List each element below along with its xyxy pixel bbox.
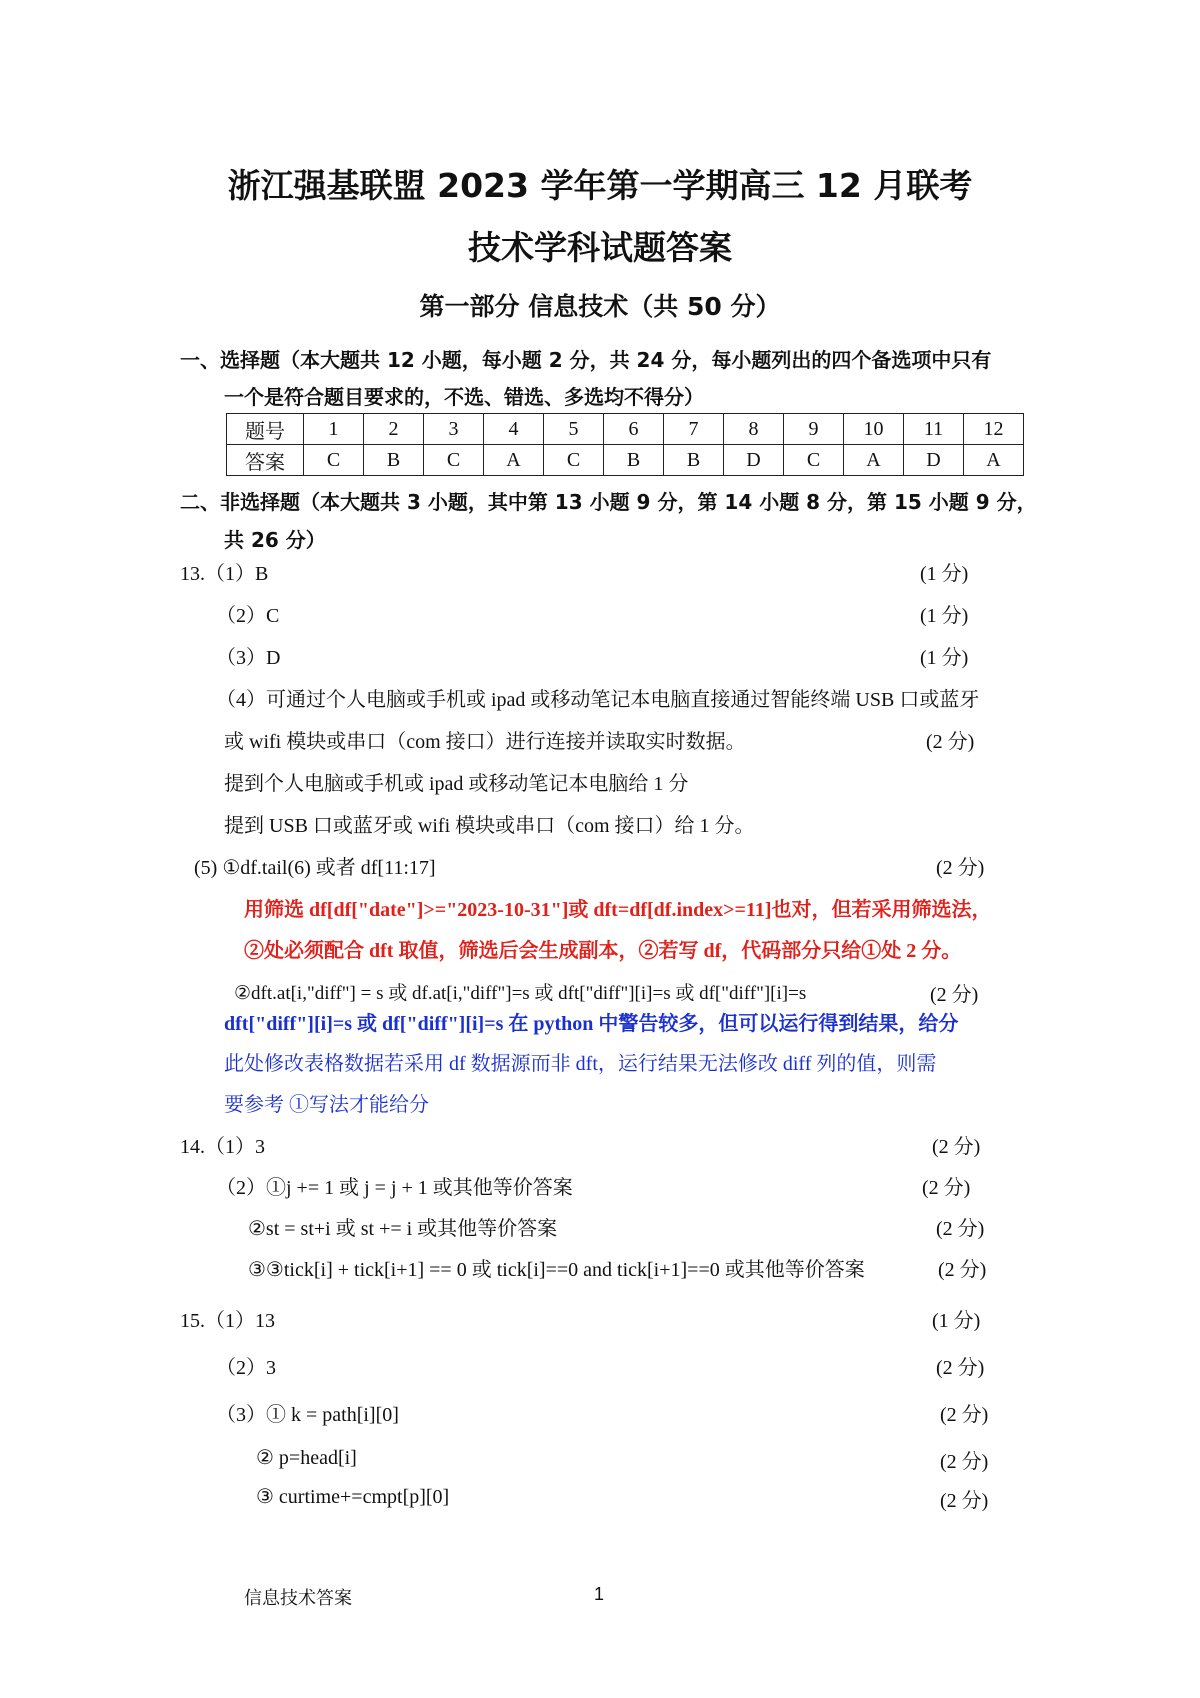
table-cell-number: 7: [664, 414, 724, 445]
table-cell-answer: A: [964, 445, 1024, 476]
page-title: 浙江强基联盟 2023 学年第一学期高三 12 月联考: [227, 166, 973, 205]
q15-part3c: ③ curtime+=cmpt[p][0]: [256, 1486, 450, 1508]
q13-part5-line1: (5) ①df.tail(6) 或者 df[11:17]: [194, 857, 436, 879]
q14-part2a: （2）①j += 1 或 j = j + 1 或其他等价答案: [216, 1177, 573, 1199]
q15-part3b-points: (2 分): [940, 1451, 989, 1473]
q13-part5-points1: (2 分): [936, 857, 985, 879]
table-cell-answer: B: [664, 445, 724, 476]
table-cell-number: 4: [484, 414, 544, 445]
section1-heading-line1: 一、选择题（本大题共 12 小题，每小题 2 分，共 24 分，每小题列出的四个备选项中只有: [180, 348, 992, 372]
q13-part4-note1: 提到个人电脑或手机或 ipad 或移动笔记本电脑给 1 分: [224, 773, 689, 795]
q13-part1-points: (1 分): [920, 563, 969, 585]
q13-part4-line2: 或 wifi 模块或串口（com 接口）进行连接并读取实时数据。: [224, 731, 746, 753]
table-cell-number: 12: [964, 414, 1024, 445]
q15-part3a: （3）① k = path[i][0]: [216, 1404, 399, 1426]
table-cell-number: 5: [544, 414, 604, 445]
q13-part1: 13.（1）B: [180, 563, 269, 585]
q15-part3c-points: (2 分): [940, 1490, 989, 1512]
page-number: 1: [594, 1584, 605, 1604]
q13-part4-note2: 提到 USB 口或蓝牙或 wifi 模块或串口（com 接口）给 1 分。: [224, 815, 755, 837]
table-cell-answer: C: [544, 445, 604, 476]
table-cell-answer: C: [424, 445, 484, 476]
table-cell-answer: C: [784, 445, 844, 476]
q14-part1: 14.（1）3: [180, 1136, 265, 1158]
q13-part4-points: (2 分): [926, 731, 975, 753]
table-cell-answer: D: [904, 445, 964, 476]
table-cell-answer: B: [604, 445, 664, 476]
q13-part2: （2）C: [216, 605, 280, 627]
answer-table: [226, 413, 1024, 476]
q15-part1-points: (1 分): [932, 1310, 981, 1332]
table-row-numbers: [227, 414, 1024, 445]
q14-part2b: ②st = st+i 或 st += i 或其他等价答案: [248, 1218, 558, 1240]
table-cell-answer: A: [484, 445, 544, 476]
part-title: 第一部分 信息技术（共 50 分）: [419, 292, 781, 321]
q13-part5-blue-note1: dft["diff"][i]=s 或 df["diff"][i]=s 在 python 中警告较多，但可以运行得到结果，给分: [224, 1013, 959, 1035]
table-cell-number: 3: [424, 414, 484, 445]
q13-part5-blue-note3: 要参考 ①写法才能给分: [224, 1094, 429, 1116]
table-cell-number: 2: [364, 414, 424, 445]
table-cell-number: 8: [724, 414, 784, 445]
section1-heading-line2: 一个是符合题目要求的，不选、错选、多选均不得分）: [224, 385, 704, 409]
q15-part3a-points: (2 分): [940, 1404, 989, 1426]
q13-part5-red-note1: 用筛选 df[df["date"]>="2023-10-31"]或 dft=df[df.index>=11]也对，但若采用筛选法，: [244, 899, 992, 921]
q15-part2: （2）3: [216, 1357, 276, 1379]
table-cell-answer: C: [304, 445, 364, 476]
q13-part5-line2: ②dft.at[i,"diff"] = s 或 df.at[i,"diff"]=s 或 dft["diff"][i]=s 或 df["diff"][i]=s: [234, 983, 807, 1004]
q13-part5-points2: (2 分): [930, 984, 979, 1006]
table-cell-answer: A: [844, 445, 904, 476]
page-subtitle: 技术学科试题答案: [468, 228, 732, 267]
q14-part2c: ③③tick[i] + tick[i+1] == 0 或 tick[i]==0 and tick[i+1]==0 或其他等价答案: [248, 1259, 865, 1281]
table-cell-number: 1: [304, 414, 364, 445]
q13-part5-blue-note2: 此处修改表格数据若采用 df 数据源而非 dft，运行结果无法修改 diff 列的值，则需: [224, 1053, 937, 1075]
footer-label: 信息技术答案: [244, 1588, 352, 1608]
section2-heading-line1: 二、非选择题（本大题共 3 小题，其中第 13 小题 9 分，第 14 小题 8 分，第 15 小题 9 分，: [180, 490, 1037, 514]
q15-part2-points: (2 分): [936, 1357, 985, 1379]
q14-part2a-points: (2 分): [922, 1177, 971, 1199]
table-cell-number: 11: [904, 414, 964, 445]
q13-part2-points: (1 分): [920, 605, 969, 627]
q13-part5-red-note2: ②处必须配合 dft 取值，筛选后会生成副本，②若写 df，代码部分只给①处 2 分。: [244, 940, 962, 962]
q15-part1: 15.（1）13: [180, 1310, 275, 1332]
section2-heading-line2: 共 26 分）: [224, 528, 326, 552]
q14-part1-points: (2 分): [932, 1136, 981, 1158]
table-row-answers: [227, 445, 1024, 476]
q14-part2b-points: (2 分): [936, 1218, 985, 1240]
q13-part3-points: (1 分): [920, 647, 969, 669]
q15-part3b: ② p=head[i]: [256, 1447, 357, 1469]
table-cell-answer: D: [724, 445, 784, 476]
table-cell-answer: B: [364, 445, 424, 476]
table-cell-number: 9: [784, 414, 844, 445]
table-cell-number: 10: [844, 414, 904, 445]
table-header-number: 题号: [227, 414, 304, 445]
q13-part3: （3）D: [216, 647, 281, 669]
table-cell-number: 6: [604, 414, 664, 445]
q14-part2c-points: (2 分): [938, 1259, 987, 1281]
table-header-answer: 答案: [227, 445, 304, 476]
q13-part4-line1: （4）可通过个人电脑或手机或 ipad 或移动笔记本电脑直接通过智能终端 USB 口或蓝牙: [216, 689, 980, 711]
